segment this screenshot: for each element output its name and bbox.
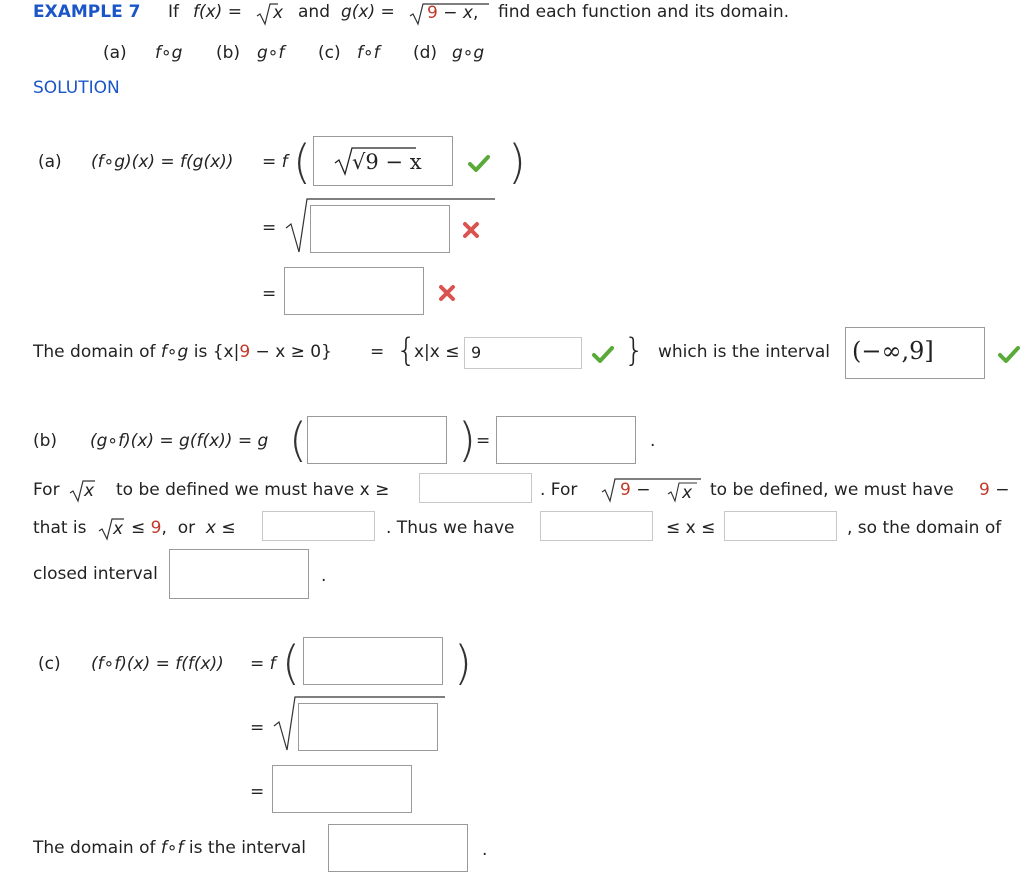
set-brace-open: {: [396, 331, 417, 369]
line1-for2: . For: [540, 480, 578, 500]
part-c-expr: f∘f: [357, 43, 380, 63]
part-b-dot: .: [650, 431, 656, 451]
check-icon: [998, 345, 1020, 363]
part-b-heading: (b): [33, 431, 58, 451]
set-brace-close: }: [624, 331, 645, 369]
line1-must-have: to be defined, we must have: [710, 480, 954, 500]
gof-domain-input[interactable]: [169, 549, 309, 599]
line2-x: x: [113, 519, 124, 539]
g-def: g(x) =: [341, 2, 395, 22]
and-text: and: [298, 2, 330, 22]
answer-fog-step2-input[interactable]: [310, 205, 450, 253]
answer-fog-value: √9 − x: [352, 150, 422, 174]
prompt-text: find each function and its domain.: [498, 2, 790, 22]
part-c-label: (c): [318, 43, 341, 63]
line1-defined-text: to be defined we must have x ≥: [116, 480, 390, 500]
line2-that-is: that is: [33, 518, 87, 538]
intro-if: If: [168, 2, 179, 22]
part-b-expr: g∘f: [257, 43, 285, 63]
interval-input[interactable]: [845, 327, 985, 379]
range-low-input[interactable]: [540, 511, 653, 541]
line1-x2: x: [682, 483, 693, 503]
f-def: f(x) =: [193, 2, 242, 22]
x-var: x: [273, 3, 284, 23]
close-paren: ): [454, 636, 472, 690]
domain-fof-text: The domain of f∘f is the interval: [33, 838, 307, 858]
answer-fog-input[interactable]: [313, 136, 453, 186]
answer-fof-step2-input[interactable]: [298, 703, 438, 751]
fof-domain-input[interactable]: [328, 824, 468, 872]
example-label: EXAMPLE 7: [33, 2, 141, 22]
part-c-dot: .: [482, 840, 488, 860]
line2-or-text: ≤ 9, or x ≤: [131, 518, 236, 538]
set-value-input[interactable]: 9: [464, 337, 582, 369]
solution-label: SOLUTION: [33, 78, 120, 98]
line3-closed-interval: closed interval: [33, 564, 158, 584]
line2-domain-of: , so the domain of: [847, 518, 1002, 538]
set-open-text: x|x ≤: [414, 342, 460, 362]
x-min-input[interactable]: [419, 473, 532, 503]
answer-gof-input[interactable]: [307, 416, 447, 464]
interval-text: which is the interval: [658, 342, 831, 362]
domain-fog-text: The domain of f∘g is {x|9 − x ≥ 0}: [33, 342, 332, 362]
nine-minus-x: 9 − x,: [427, 3, 479, 23]
part-d-label: (d): [413, 43, 438, 63]
answer-fof-input[interactable]: [303, 637, 443, 685]
line1-for: For: [33, 480, 60, 500]
part-b-eq: =: [476, 431, 491, 451]
open-paren: (: [289, 413, 307, 467]
part-a-eq1: = f: [262, 152, 288, 172]
answer-gof-result-input[interactable]: [496, 416, 636, 464]
x-max-input[interactable]: [262, 511, 375, 541]
interval-value: (−∞,9]: [852, 337, 934, 365]
part-c-eq1: = f: [250, 654, 276, 674]
answer-fog-step3-input[interactable]: [284, 267, 424, 315]
part-b-label: (b): [216, 43, 241, 63]
part-a-lhs: (f∘g)(x) = f(g(x)): [91, 152, 234, 172]
part-d-expr: g∘g: [452, 43, 485, 63]
part-c-heading: (c): [38, 654, 61, 674]
line1-nine-minus2: 9 −: [979, 480, 1010, 500]
part-a-heading: (a): [38, 152, 62, 172]
line1-x: x: [84, 481, 95, 501]
part-a-eq2: =: [262, 218, 277, 238]
open-paren: (: [293, 135, 311, 189]
cross-icon: [438, 284, 456, 302]
check-icon: [592, 345, 614, 363]
line2-thus: . Thus we have: [386, 518, 515, 538]
cross-icon: [462, 221, 480, 239]
part-b-lhs: (g∘f)(x) = g(f(x)) = g: [90, 431, 269, 451]
domain-eq: =: [370, 342, 385, 362]
line3-dot: .: [321, 566, 327, 586]
answer-fof-step3-input[interactable]: [272, 765, 412, 813]
part-c-eq3: =: [250, 782, 265, 802]
open-paren: (: [282, 636, 300, 690]
part-c-lhs: (f∘f)(x) = f(f(x)): [91, 654, 224, 674]
part-a-expr: f∘g: [155, 43, 183, 63]
part-a-label: (a): [103, 43, 127, 63]
close-paren: ): [458, 413, 476, 467]
part-c-eq2: =: [250, 718, 265, 738]
close-paren: ): [508, 135, 526, 189]
line2-between: ≤ x ≤: [666, 518, 716, 538]
range-high-input[interactable]: [724, 511, 837, 541]
part-a-eq3: =: [262, 284, 277, 304]
check-icon: [468, 154, 490, 172]
line1-nine-minus: 9 −: [620, 480, 651, 500]
